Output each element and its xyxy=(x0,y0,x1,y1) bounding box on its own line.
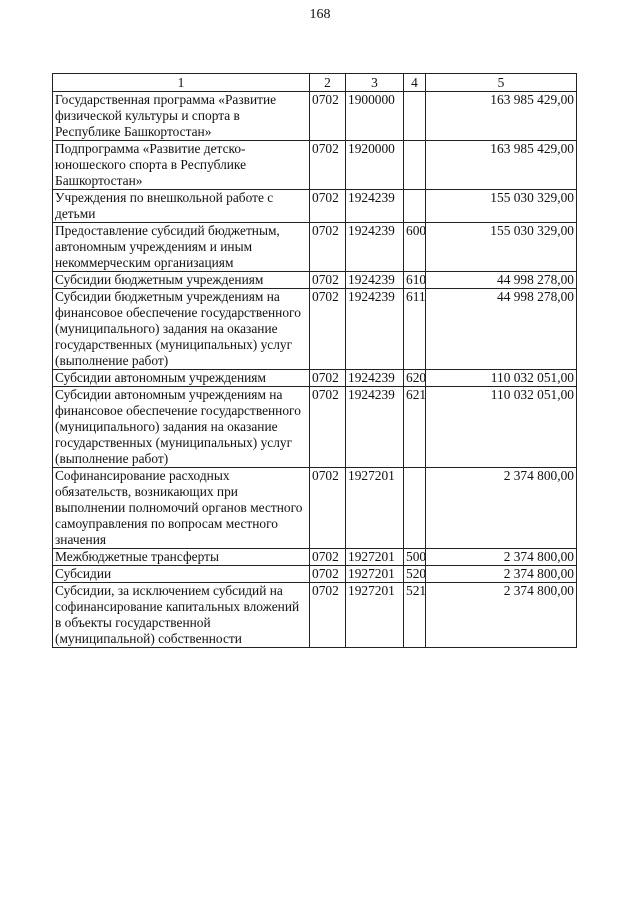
row-section-code: 0702 xyxy=(310,387,346,468)
row-amount: 2 374 800,00 xyxy=(426,566,577,583)
table-row xyxy=(53,190,577,223)
row-target-code: 1927201 xyxy=(346,566,404,583)
row-target-code: 1900000 xyxy=(346,92,404,141)
row-section-code: 0702 xyxy=(310,289,346,370)
row-expense-type: 600 xyxy=(404,223,426,272)
row-section-code: 0702 xyxy=(310,370,346,387)
table-row xyxy=(53,566,577,583)
row-amount: 2 374 800,00 xyxy=(426,468,577,549)
table-row xyxy=(53,92,577,141)
row-expense-type: 621 xyxy=(404,387,426,468)
table-header-row xyxy=(53,74,577,92)
row-amount: 155 030 329,00 xyxy=(426,223,577,272)
row-expense-type xyxy=(404,468,426,549)
row-name: Субсидии бюджетным учреждениям на финансовое обеспечение государственного (муниципального) задания на оказание государственных (муниципальных) услуг (выполнение работ) xyxy=(53,289,310,370)
table-row xyxy=(53,289,577,370)
row-name: Субсидии бюджетным учреждениям xyxy=(53,272,310,289)
table-row xyxy=(53,468,577,549)
row-expense-type: 500 xyxy=(404,549,426,566)
row-name: Субсидии автономным учреждениям на финансовое обеспечение государственного (муниципального) задания на оказание государственных (муниципальных) услуг (выполнение работ) xyxy=(53,387,310,468)
row-target-code: 1927201 xyxy=(346,549,404,566)
row-amount: 110 032 051,00 xyxy=(426,387,577,468)
table-row xyxy=(53,141,577,190)
row-target-code: 1927201 xyxy=(346,583,404,648)
row-target-code: 1924239 xyxy=(346,223,404,272)
table-row xyxy=(53,387,577,468)
row-expense-type xyxy=(404,92,426,141)
table-row xyxy=(53,549,577,566)
row-section-code: 0702 xyxy=(310,141,346,190)
budget-table xyxy=(52,73,577,648)
table-row xyxy=(53,272,577,289)
row-amount: 44 998 278,00 xyxy=(426,289,577,370)
row-name: Субсидии xyxy=(53,566,310,583)
row-amount: 155 030 329,00 xyxy=(426,190,577,223)
row-expense-type: 520 xyxy=(404,566,426,583)
row-target-code: 1924239 xyxy=(346,289,404,370)
row-expense-type xyxy=(404,190,426,223)
row-section-code: 0702 xyxy=(310,272,346,289)
row-name: Учреждения по внешкольной работе с детьми xyxy=(53,190,310,223)
row-expense-type xyxy=(404,141,426,190)
row-name: Межбюджетные трансферты xyxy=(53,549,310,566)
row-amount: 163 985 429,00 xyxy=(426,92,577,141)
header-col-1: 1 xyxy=(53,74,310,92)
row-name: Государственная программа «Развитие физической культуры и спорта в Республике Башкортостан» xyxy=(53,92,310,141)
row-name: Субсидии автономным учреждениям xyxy=(53,370,310,387)
row-expense-type: 611 xyxy=(404,289,426,370)
row-section-code: 0702 xyxy=(310,223,346,272)
table-body xyxy=(53,92,577,648)
table-row xyxy=(53,583,577,648)
header-col-4: 4 xyxy=(404,74,426,92)
header-col-5: 5 xyxy=(426,74,577,92)
header-col-3: 3 xyxy=(346,74,404,92)
row-section-code: 0702 xyxy=(310,549,346,566)
row-target-code: 1924239 xyxy=(346,272,404,289)
row-section-code: 0702 xyxy=(310,190,346,223)
row-name: Предоставление субсидий бюджетным, автономным учреждениям и иным некоммерческим организациям xyxy=(53,223,310,272)
row-target-code: 1927201 xyxy=(346,468,404,549)
row-target-code: 1924239 xyxy=(346,190,404,223)
row-target-code: 1924239 xyxy=(346,370,404,387)
table-row xyxy=(53,370,577,387)
row-name: Субсидии, за исключением субсидий на софинансирование капитальных вложений в объекты государственной (муниципальной) собственности xyxy=(53,583,310,648)
page-number: 168 xyxy=(309,7,331,22)
row-expense-type: 620 xyxy=(404,370,426,387)
row-amount: 2 374 800,00 xyxy=(426,549,577,566)
row-target-code: 1920000 xyxy=(346,141,404,190)
row-target-code: 1924239 xyxy=(346,387,404,468)
row-amount: 110 032 051,00 xyxy=(426,370,577,387)
row-section-code: 0702 xyxy=(310,566,346,583)
row-section-code: 0702 xyxy=(310,583,346,648)
header-col-2: 2 xyxy=(310,74,346,92)
row-expense-type: 610 xyxy=(404,272,426,289)
row-amount: 44 998 278,00 xyxy=(426,272,577,289)
row-expense-type: 521 xyxy=(404,583,426,648)
row-section-code: 0702 xyxy=(310,468,346,549)
table-row xyxy=(53,223,577,272)
row-amount: 163 985 429,00 xyxy=(426,141,577,190)
row-section-code: 0702 xyxy=(310,92,346,141)
row-name: Софинансирование расходных обязательств, возникающих при выполнении полномочий органов местного самоуправления по вопросам местного значения xyxy=(53,468,310,549)
row-name: Подпрограмма «Развитие детско-юношеского спорта в Республике Башкортостан» xyxy=(53,141,310,190)
row-amount: 2 374 800,00 xyxy=(426,583,577,648)
